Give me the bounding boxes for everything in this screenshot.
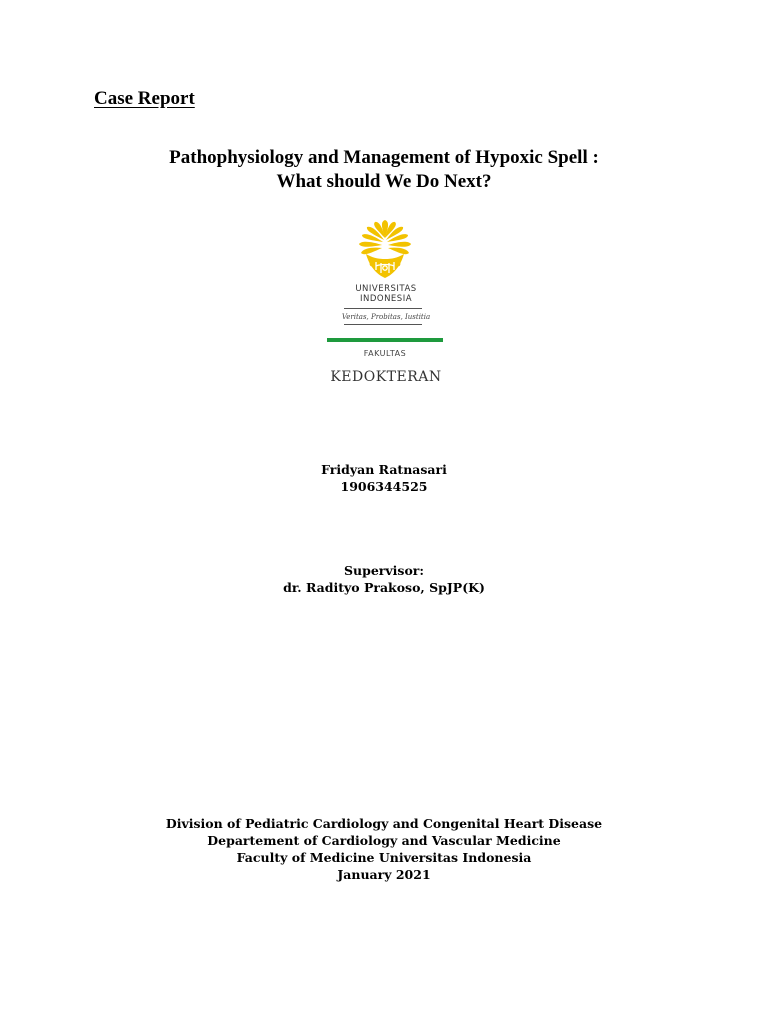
document-type-label: Case Report (94, 88, 195, 109)
document-date: January 2021 (337, 867, 431, 882)
affiliation-department: Departement of Cardiology and Vascular Medicine (207, 833, 561, 848)
affiliation-block (0, 815, 768, 883)
university-logo (316, 218, 456, 394)
document-title-line-2: What should We Do Next? (276, 171, 492, 192)
affiliation-faculty: Faculty of Medicine Universitas Indonesia (236, 850, 532, 865)
author-block (0, 461, 768, 495)
university-name-line-2: INDONESIA (359, 294, 413, 304)
faculty-name: KEDOKTERAN (330, 369, 442, 385)
author-name: Fridyan Ratnasari (321, 462, 447, 477)
document-title-line-1: Pathophysiology and Management of Hypoxic Spell : (169, 147, 599, 168)
university-name-line-1: UNIVERSITAS (355, 284, 417, 294)
supervisor-block (0, 562, 768, 596)
makara-emblem-icon (352, 218, 418, 280)
university-motto: Veritas, Probitas, Iustitia (341, 313, 431, 321)
faculty-color-stripe (327, 338, 443, 342)
author-student-id: 1906344525 (340, 479, 428, 494)
affiliation-division: Division of Pediatric Cardiology and Congenital Heart Disease (165, 816, 603, 831)
logo-divider-top (344, 308, 422, 309)
supervisor-label: Supervisor: (344, 563, 424, 578)
faculty-label: FAKULTAS (363, 349, 407, 358)
logo-divider-bottom (344, 324, 422, 325)
supervisor-name: dr. Radityo Prakoso, SpJP(K) (283, 580, 485, 595)
